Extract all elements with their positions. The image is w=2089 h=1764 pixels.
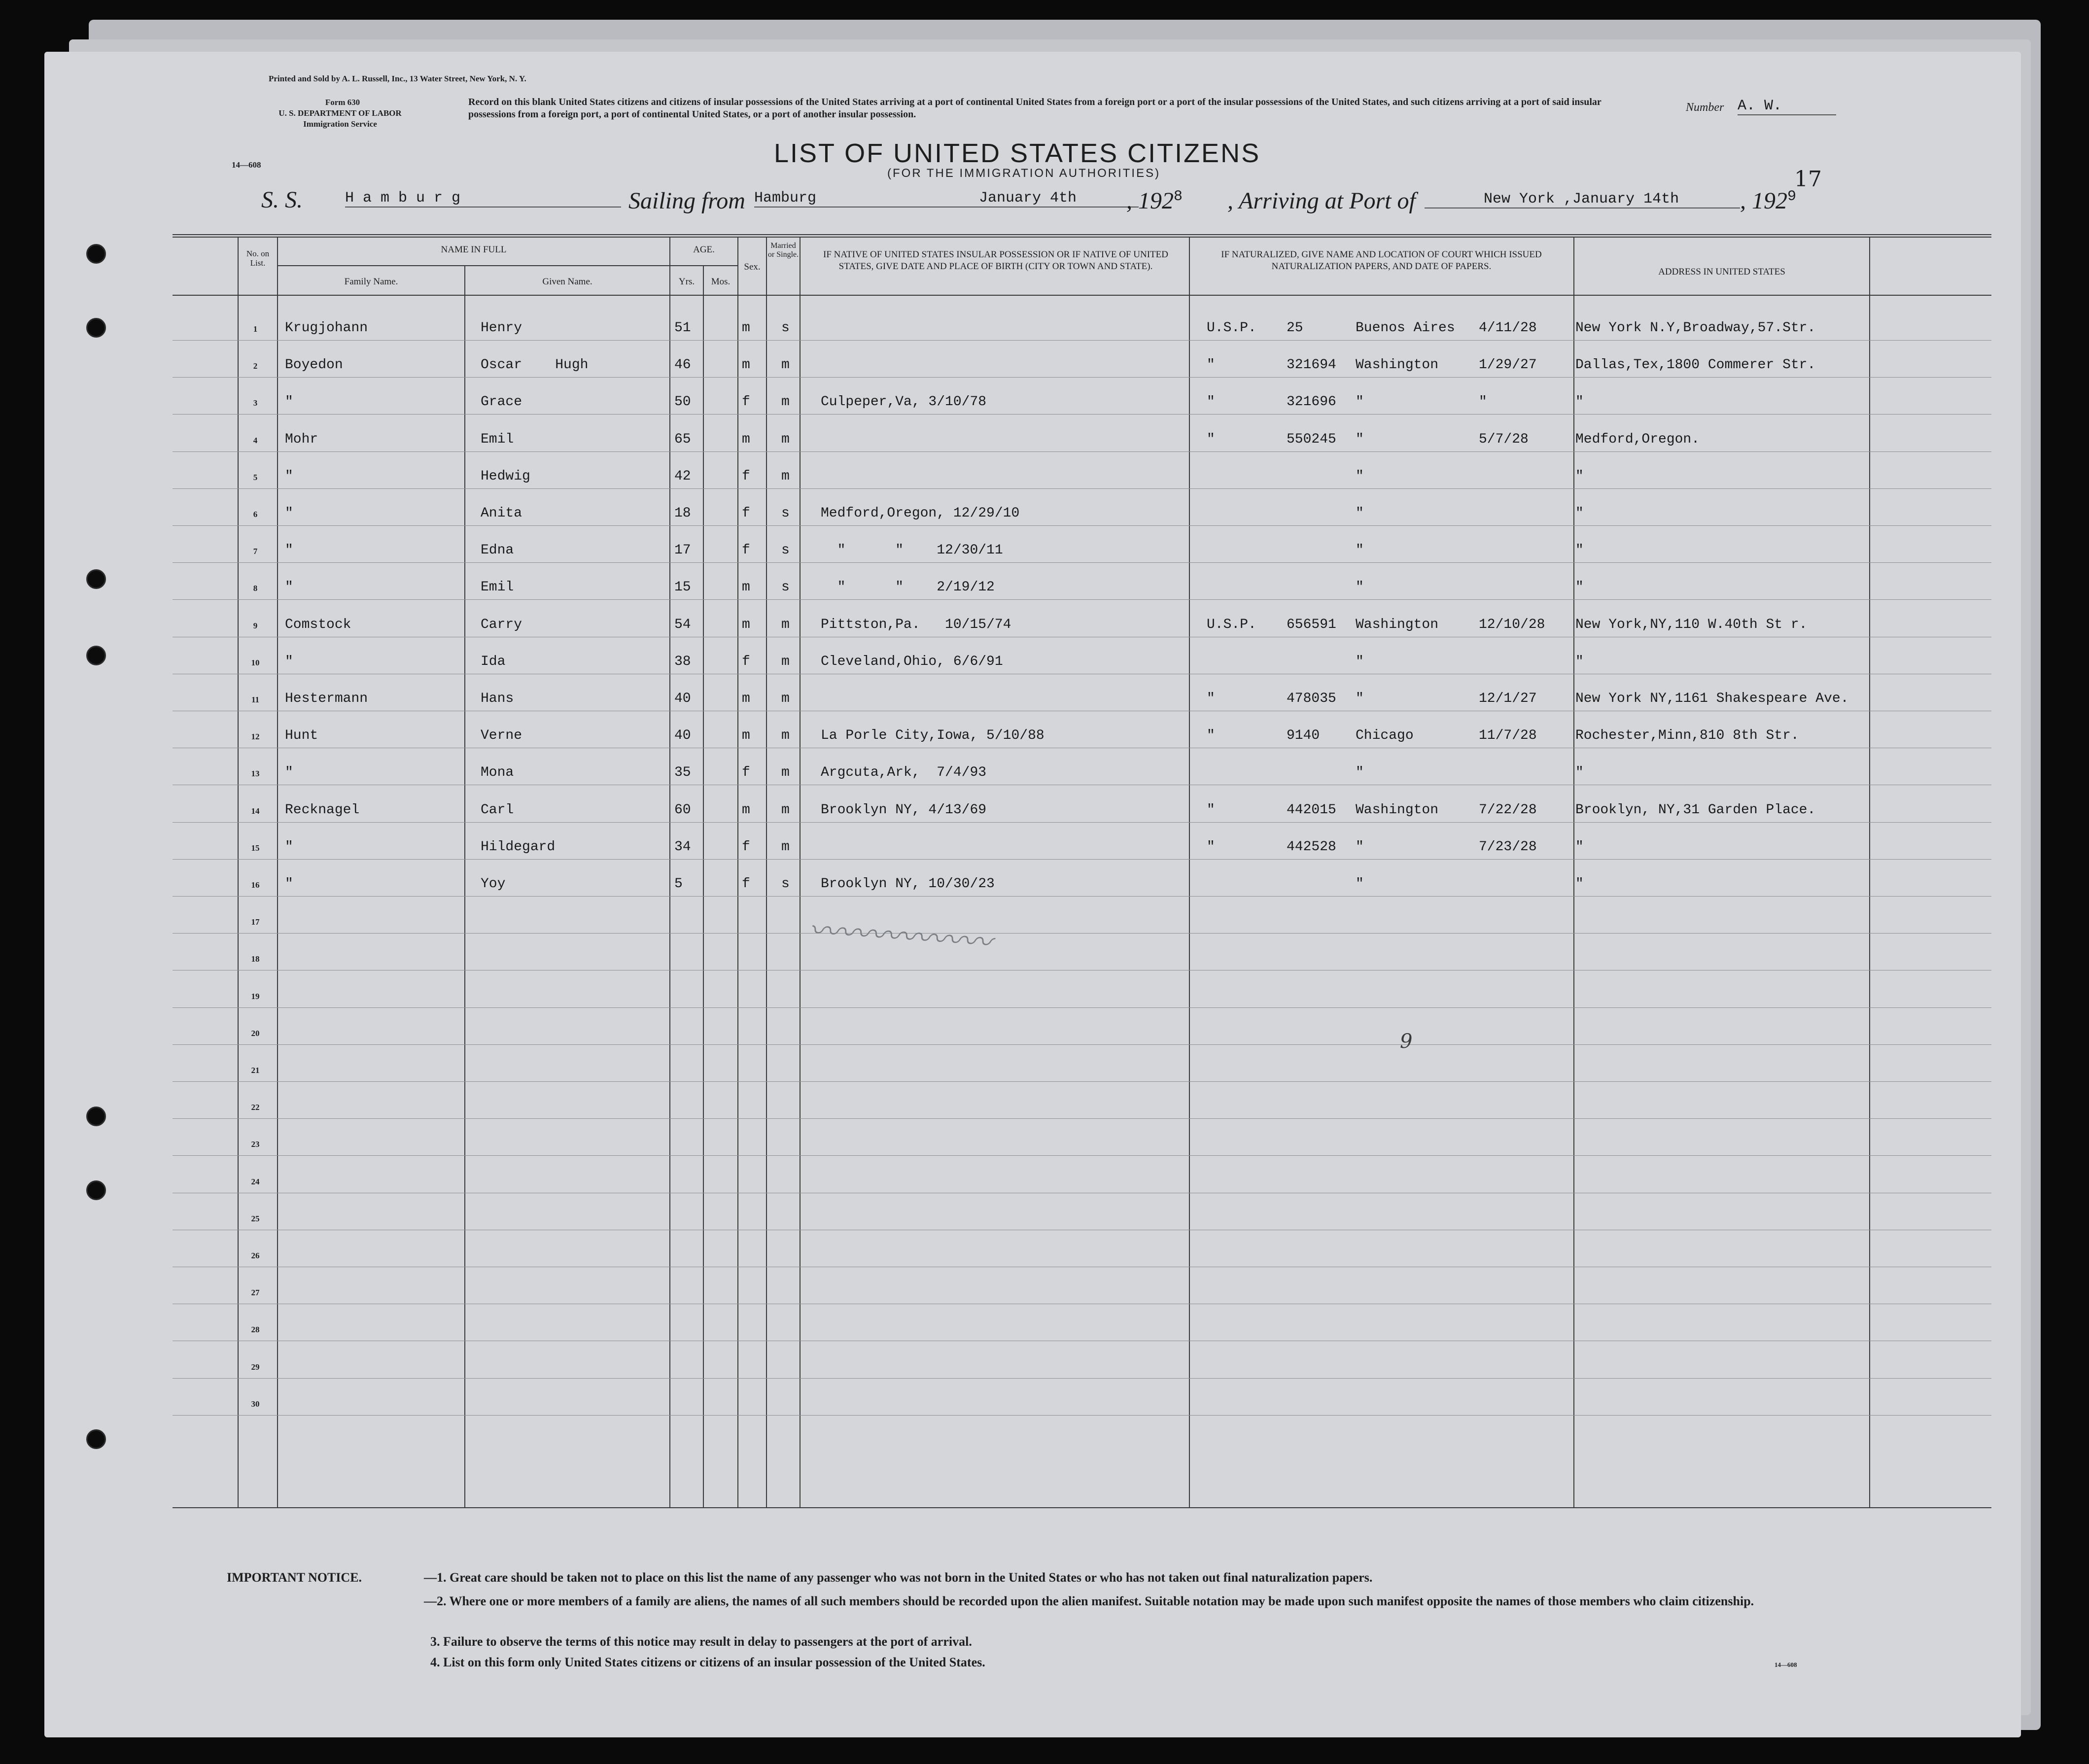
row-number: 8	[253, 584, 258, 593]
table-bottom-rule	[173, 1507, 1991, 1508]
row-rule	[173, 562, 1991, 563]
given-name-cell: Hans	[481, 691, 514, 706]
given-name-cell: Emil	[481, 580, 514, 595]
row-number: 14	[251, 806, 260, 816]
row-rule	[173, 599, 1991, 600]
punch-hole	[86, 1180, 106, 1200]
row-number: 16	[251, 880, 260, 890]
marital-status-cell: s	[781, 506, 790, 521]
year-1-prefix: , 192	[1126, 188, 1174, 214]
address-cell: New York,NY,110 W.40th St r.	[1575, 617, 1808, 632]
family-name-cell: "	[285, 839, 293, 855]
sex-cell: f	[742, 468, 750, 484]
marital-status-cell: m	[781, 765, 790, 781]
punch-hole	[86, 1107, 106, 1126]
port-from-name: Hamburg	[754, 190, 817, 207]
punch-hole	[86, 244, 106, 264]
port-from	[754, 190, 1139, 208]
naturalization-type-cell: "	[1207, 802, 1215, 818]
address-cell: "	[1575, 876, 1584, 892]
given-name-cell: Mona	[481, 765, 514, 781]
family-name-cell: Krugjohann	[285, 320, 368, 336]
naturalization-court-cell: "	[1356, 506, 1364, 521]
marital-status-cell: m	[781, 394, 790, 410]
punch-hole	[86, 318, 106, 338]
age-years-cell: 51	[674, 320, 691, 336]
address-cell: Medford,Oregon.	[1575, 431, 1700, 447]
given-name-cell: Verne	[481, 728, 522, 744]
page-title: LIST OF UNITED STATES CITIZENS	[774, 138, 1261, 168]
naturalization-date-cell: 12/1/27	[1479, 691, 1537, 706]
address-cell: New York NY,1161 Shakespeare Ave.	[1575, 691, 1849, 706]
sex-cell: m	[742, 431, 750, 447]
number-value: A. W.	[1738, 98, 1836, 115]
given-name-cell: Oscar Hugh	[481, 357, 589, 373]
row-number: 7	[253, 547, 258, 556]
address-cell: "	[1575, 543, 1584, 558]
row-rule	[173, 1378, 1991, 1379]
port-to-name: New York	[1484, 191, 1555, 208]
year-2-prefix: , 192	[1740, 188, 1787, 214]
document-page	[44, 52, 2021, 1737]
naturalization-court-cell: "	[1356, 580, 1364, 595]
sex-cell: m	[742, 617, 750, 632]
address-cell: "	[1575, 580, 1584, 595]
row-number: 18	[251, 954, 260, 964]
age-years-cell: 5	[674, 876, 683, 892]
row-number: 15	[251, 843, 260, 853]
col-header-no: No. on List.	[246, 249, 270, 268]
row-number: 23	[251, 1140, 260, 1149]
naturalization-date-cell: 12/10/28	[1479, 617, 1545, 632]
family-name-cell: Mohr	[285, 431, 318, 447]
sex-cell: m	[742, 320, 750, 336]
address-cell: "	[1575, 839, 1584, 855]
row-number: 19	[251, 991, 260, 1001]
sex-cell: f	[742, 654, 750, 669]
age-years-cell: 54	[674, 617, 691, 632]
marital-status-cell: m	[781, 431, 790, 447]
table-header-rule	[173, 295, 1991, 296]
family-name-cell: Hestermann	[285, 691, 368, 706]
row-rule	[173, 451, 1991, 452]
year-1	[1126, 187, 1183, 214]
col-rule	[800, 237, 801, 1507]
family-name-cell: Boyedon	[285, 357, 343, 373]
col-header-yrs: Yrs.	[678, 277, 695, 287]
address-cell: Brooklyn, NY,31 Garden Place.	[1575, 802, 1816, 818]
col-header-birth: IF NATIVE OF UNITED STATES INSULAR POSSESSION OR IF NATIVE OF UNITED STATES, GIVE DATE AND PLACE OF BIRTH (CITY OR TOWN AND STATE).	[823, 249, 1168, 272]
department: U. S. DEPARTMENT OF LABOR	[279, 108, 402, 118]
naturalization-type-cell: U.S.P.	[1207, 320, 1256, 336]
family-name-cell: Hunt	[285, 728, 318, 744]
family-name-cell: "	[285, 580, 293, 595]
col-header-married: Married or Single.	[767, 242, 799, 259]
naturalization-date-cell: 7/22/28	[1479, 802, 1537, 818]
birth-cell: " " 12/30/11	[821, 543, 1003, 558]
marital-status-cell: m	[781, 654, 790, 669]
naturalization-date-cell: 5/7/28	[1479, 431, 1529, 447]
notice-item-1: —1. Great care should be taken not to place on this list the name of any passenger who was not born in the United States or who has not taken out final naturalization papers.	[424, 1570, 1373, 1585]
row-number: 3	[253, 398, 258, 408]
naturalization-court-cell: Chicago	[1356, 728, 1414, 744]
naturalization-type-cell: "	[1207, 839, 1215, 855]
col-rule	[464, 266, 465, 1507]
naturalization-court-cell: Washington	[1356, 357, 1439, 373]
col-rule	[1573, 237, 1574, 1507]
naturalization-number-cell: 321694	[1287, 357, 1336, 373]
marital-status-cell: s	[781, 580, 790, 595]
given-name-cell: Carl	[481, 802, 514, 818]
birth-cell: Brooklyn NY, 10/30/23	[821, 876, 995, 892]
address-cell: "	[1575, 468, 1584, 484]
sex-cell: f	[742, 394, 750, 410]
sex-cell: m	[742, 580, 750, 595]
row-rule	[173, 377, 1991, 378]
row-rule	[173, 1118, 1991, 1119]
age-years-cell: 40	[674, 728, 691, 744]
row-rule	[173, 414, 1991, 415]
ss-label: S. S.	[261, 187, 303, 213]
col-rule	[766, 237, 767, 1507]
printer-line: Printed and Sold by A. L. Russell, Inc., 13 Water Street, New York, N. Y.	[269, 74, 526, 83]
naturalization-court-cell: "	[1356, 394, 1364, 410]
marital-status-cell: m	[781, 728, 790, 744]
col-header-family: Family Name.	[344, 277, 398, 287]
address-cell: "	[1575, 765, 1584, 781]
row-number: 9	[253, 621, 258, 630]
row-number: 4	[253, 435, 258, 445]
birth-cell: Pittston,Pa. 10/15/74	[821, 617, 1011, 632]
naturalization-number-cell: 442528	[1287, 839, 1336, 855]
row-number: 11	[251, 695, 260, 704]
service: Immigration Service	[303, 119, 377, 129]
address-cell: Rochester,Minn,810 8th Str.	[1575, 728, 1799, 744]
row-rule	[173, 340, 1991, 341]
given-name-cell: Carry	[481, 617, 522, 632]
family-name-cell: "	[285, 654, 293, 669]
address-cell: Dallas,Tex,1800 Commerer Str.	[1575, 357, 1816, 373]
row-number: 1	[253, 324, 258, 334]
sex-cell: f	[742, 543, 750, 558]
notice-heading: IMPORTANT NOTICE.	[227, 1570, 362, 1585]
birth-cell: La Porle City,Iowa, 5/10/88	[821, 728, 1044, 744]
family-name-cell: "	[285, 765, 293, 781]
table-top-rule	[173, 234, 1991, 235]
marital-status-cell: m	[781, 802, 790, 818]
age-years-cell: 17	[674, 543, 691, 558]
naturalization-number-cell: 9140	[1287, 728, 1320, 744]
naturalization-type-cell: U.S.P.	[1207, 617, 1256, 632]
number-label: Number	[1686, 101, 1724, 114]
col-header-age: AGE.	[693, 244, 715, 255]
row-rule	[173, 896, 1991, 897]
col-rule	[703, 266, 704, 1507]
form-code: 14—608	[232, 160, 261, 170]
marital-status-cell: m	[781, 839, 790, 855]
birth-cell: Culpeper,Va, 3/10/78	[821, 394, 987, 410]
notice-item-2: —2. Where one or more members of a family are aliens, the names of all such members should be recorded upon the alien manifest. Suitable notation may be made upon such manifest opposite the names of those members who claim citizenship.	[424, 1594, 1754, 1608]
row-number: 12	[251, 732, 260, 742]
family-name-cell: "	[285, 876, 293, 892]
sailing-label: Sailing from	[628, 188, 745, 214]
birth-cell: Medford,Oregon, 12/29/10	[821, 506, 1020, 521]
col-rule	[1869, 237, 1870, 1507]
row-rule	[173, 1007, 1991, 1008]
col-rule	[669, 237, 670, 1507]
punch-hole	[86, 646, 106, 665]
given-name-cell: Edna	[481, 543, 514, 558]
naturalization-date-cell: 7/23/28	[1479, 839, 1537, 855]
address-cell: New York N.Y,Broadway,57.Str.	[1575, 320, 1816, 336]
age-years-cell: 38	[674, 654, 691, 669]
marital-status-cell: s	[781, 543, 790, 558]
age-years-cell: 40	[674, 691, 691, 706]
col-header-name: NAME IN FULL	[441, 244, 507, 255]
notice-item-3: 3. Failure to observe the terms of this notice may result in delay to passengers at the port of arrival.	[430, 1634, 972, 1649]
given-name-cell: Yoy	[481, 876, 506, 892]
age-years-cell: 35	[674, 765, 691, 781]
marital-status-cell: m	[781, 691, 790, 706]
given-name-cell: Henry	[481, 320, 522, 336]
marital-status-cell: m	[781, 357, 790, 373]
col-rule	[737, 237, 738, 1507]
row-number: 13	[251, 769, 260, 779]
family-name-cell: "	[285, 543, 293, 558]
marital-status-cell: s	[781, 320, 790, 336]
row-number: 29	[251, 1362, 260, 1372]
birth-cell: " " 2/19/12	[821, 580, 995, 595]
marital-status-cell: m	[781, 468, 790, 484]
date-from: January 4th	[979, 190, 1077, 207]
notice-item-4: 4. List on this form only United States citizens or citizens of an insular possession of the United States.	[430, 1655, 985, 1669]
birth-cell: Brooklyn NY, 4/13/69	[821, 802, 987, 818]
page-number: 17	[1794, 167, 1822, 192]
col-header-sex: Sex.	[744, 262, 761, 272]
name-subheader-rule	[277, 265, 669, 266]
age-subheader-rule	[669, 265, 737, 266]
family-name-cell: "	[285, 394, 293, 410]
sex-cell: m	[742, 691, 750, 706]
age-years-cell: 65	[674, 431, 691, 447]
family-name-cell: "	[285, 506, 293, 521]
family-name-cell: Comstock	[285, 617, 351, 632]
age-years-cell: 50	[674, 394, 691, 410]
row-number: 20	[251, 1028, 260, 1038]
naturalization-court-cell: "	[1356, 431, 1364, 447]
naturalization-court-cell: Buenos Aires	[1356, 320, 1455, 336]
row-number: 2	[253, 361, 258, 371]
family-name-cell: Recknagel	[285, 802, 360, 818]
age-years-cell: 18	[674, 506, 691, 521]
naturalization-type-cell: "	[1207, 357, 1215, 373]
naturalization-date-cell: "	[1479, 394, 1487, 410]
naturalization-court-cell: Washington	[1356, 617, 1439, 632]
col-header-naturalized: IF NATURALIZED, GIVE NAME AND LOCATION OF COURT WHICH ISSUED NATURALIZATION PAPERS, AND DATE OF PAPERS.	[1221, 249, 1542, 272]
age-years-cell: 60	[674, 802, 691, 818]
naturalization-type-cell: "	[1207, 728, 1215, 744]
col-rule	[238, 237, 239, 1507]
age-years-cell: 15	[674, 580, 691, 595]
row-rule	[173, 1044, 1991, 1045]
naturalization-date-cell: 11/7/28	[1479, 728, 1537, 744]
row-number: 26	[251, 1251, 260, 1260]
year-1-digit: 8	[1174, 188, 1183, 205]
marital-status-cell: m	[781, 617, 790, 632]
naturalization-date-cell: 1/29/27	[1479, 357, 1537, 373]
punch-hole	[86, 569, 106, 589]
naturalization-number-cell: 442015	[1287, 802, 1336, 818]
arriving-label: , Arriving at Port of	[1227, 188, 1416, 214]
row-number: 10	[251, 657, 260, 667]
row-number: 5	[253, 472, 258, 482]
pencil-scribble: 〰〰〰〰〰〰	[807, 912, 993, 961]
row-rule	[173, 488, 1991, 489]
table-top-rule-2	[173, 237, 1991, 238]
given-name-cell: Emil	[481, 431, 514, 447]
col-header-mos: Mos.	[711, 277, 731, 287]
naturalization-court-cell: Washington	[1356, 802, 1439, 818]
sex-cell: m	[742, 728, 750, 744]
age-years-cell: 42	[674, 468, 691, 484]
row-number: 22	[251, 1103, 260, 1112]
stray-mark: 9	[1400, 1030, 1413, 1053]
naturalization-court-cell: "	[1356, 654, 1364, 669]
address-cell: "	[1575, 394, 1584, 410]
sex-cell: m	[742, 357, 750, 373]
col-header-given: Given Name.	[542, 277, 592, 287]
given-name-cell: Ida	[481, 654, 506, 669]
row-rule	[173, 1155, 1991, 1156]
naturalization-type-cell: "	[1207, 394, 1215, 410]
naturalization-type-cell: "	[1207, 431, 1215, 447]
sex-cell: f	[742, 765, 750, 781]
family-name-cell: "	[285, 468, 293, 484]
address-cell: "	[1575, 506, 1584, 521]
row-number: 6	[253, 510, 258, 519]
age-years-cell: 34	[674, 839, 691, 855]
birth-cell: Argcuta,Ark, 7/4/93	[821, 765, 987, 781]
date-to: ,January 14th	[1564, 191, 1679, 208]
row-rule	[173, 859, 1991, 860]
naturalization-court-cell: "	[1356, 543, 1364, 558]
sex-cell: f	[742, 839, 750, 855]
row-rule	[173, 1081, 1991, 1082]
naturalization-number-cell: 656591	[1287, 617, 1336, 632]
address-cell: "	[1575, 654, 1584, 669]
sex-cell: f	[742, 876, 750, 892]
row-rule	[173, 822, 1991, 823]
row-number: 28	[251, 1325, 260, 1335]
marital-status-cell: s	[781, 876, 790, 892]
naturalization-number-cell: 25	[1287, 320, 1303, 336]
col-header-address: ADDRESS IN UNITED STATES	[1658, 267, 1785, 277]
given-name-cell: Anita	[481, 506, 522, 521]
row-rule	[173, 525, 1991, 526]
sex-cell: f	[742, 506, 750, 521]
year-2	[1740, 187, 1796, 214]
naturalization-type-cell: "	[1207, 691, 1215, 706]
sex-cell: m	[742, 802, 750, 818]
naturalization-number-cell: 321696	[1287, 394, 1336, 410]
row-number: 21	[251, 1066, 260, 1075]
footer-form-code: 14—608	[1775, 1661, 1797, 1668]
page-subtitle: (FOR THE IMMIGRATION AUTHORITIES)	[887, 167, 1161, 180]
naturalization-number-cell: 478035	[1287, 691, 1336, 706]
port-to	[1425, 191, 1740, 208]
birth-cell: Cleveland,Ohio, 6/6/91	[821, 654, 1003, 669]
instructions: Record on this blank United States citizens and citizens of insular possessions of the United States arriving at a port of continental United States from a foreign port or a port of the insular possessions of the United States, and such citizens arriving at a port of said insular possessions from a foreign port, a port of continental United States, or a port of another insular possession.	[468, 97, 1602, 120]
naturalization-court-cell: "	[1356, 876, 1364, 892]
naturalization-court-cell: "	[1356, 839, 1364, 855]
row-number: 27	[251, 1288, 260, 1298]
given-name-cell: Hildegard	[481, 839, 556, 855]
row-number: 24	[251, 1176, 260, 1186]
naturalization-court-cell: "	[1356, 691, 1364, 706]
naturalization-court-cell: "	[1356, 765, 1364, 781]
punch-hole	[86, 1429, 106, 1449]
age-years-cell: 46	[674, 357, 691, 373]
ship-name: H a m b u r g	[345, 190, 621, 208]
col-rule	[277, 237, 278, 1507]
given-name-cell: Hedwig	[481, 468, 530, 484]
col-rule	[1189, 237, 1190, 1507]
row-number: 30	[251, 1399, 260, 1409]
year-2-digit: 9	[1787, 188, 1797, 205]
naturalization-number-cell: 550245	[1287, 431, 1336, 447]
row-number: 25	[251, 1213, 260, 1223]
naturalization-date-cell: 4/11/28	[1479, 320, 1537, 336]
form-number: Form 630	[325, 98, 360, 107]
row-rule	[173, 933, 1991, 934]
given-name-cell: Grace	[481, 394, 522, 410]
row-number: 17	[251, 917, 260, 927]
naturalization-court-cell: "	[1356, 468, 1364, 484]
row-rule	[173, 1415, 1991, 1416]
